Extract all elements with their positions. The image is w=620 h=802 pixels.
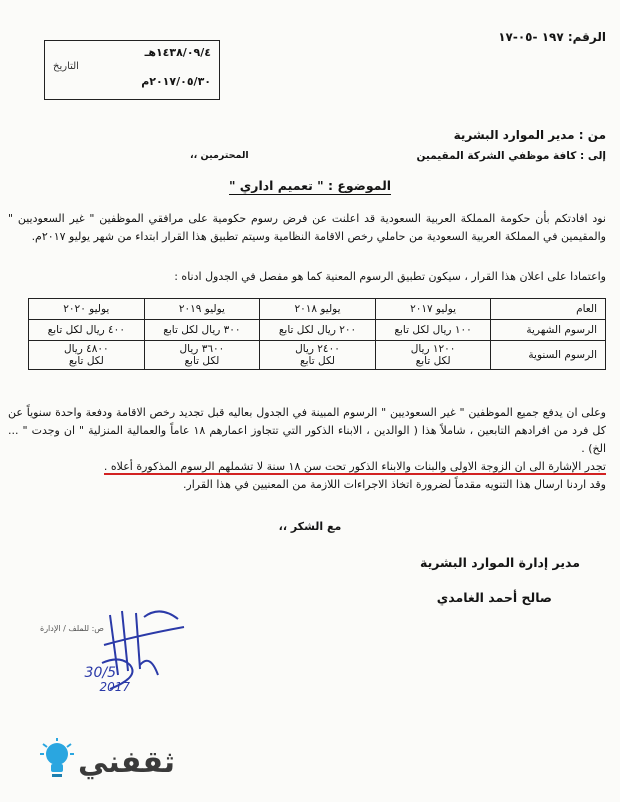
table-cell: يوليو ٢٠٢٠ [29,299,145,320]
table-cell: يوليو ٢٠١٩ [144,299,260,320]
signatory-title: مدير إدارة الموارد البشرية [420,555,580,570]
table-cell: ٣٠٠ ريال لكل تابع [144,320,260,341]
handwritten-signature [80,605,200,695]
intro-paragraph: نود افادتكم بأن حكومة المملكة العربية السعودية قد اعلنت عن فرض رسوم حكومية على مرافقي الموظفين " غير السعوديين " والمقيمين في المملكة العربية السعودية من حاملي رخص الاقامة النظامية وسيتم تطبيق هذا القرار ابتداء من شهر يوليو ٢٠١٧م. [8,212,606,243]
exemption-note: تجدر الإشارة الى ان الزوجة الاولى والبنات والابناء الذكور تحت سن ١٨ سنة لا تشملهم الرسوم المذكورة أعلاه . [103,460,606,473]
table-cell: يوليو ٢٠١٧ [375,299,491,320]
action-note: وقد اردنا ارسال هذا التنويه مقدماً لضرورة اتخاذ الاجراءات اللازمة من المعنيين في هذا القرار. [182,478,606,491]
table-row [29,341,606,370]
date-hijri: ١٤٣٨/٠٩/٤هـ [144,46,211,59]
annual-suffix: لكل تابع [415,355,451,367]
handwritten-date: 30/5 [84,665,116,681]
copy-note: ص: للملف / الإدارة [40,624,104,633]
table-cell [375,341,491,370]
table-cell [144,341,260,370]
annual-suffix: لكل تابع [184,355,220,367]
table-cell: ١٠٠ ريال لكل تابع [375,320,491,341]
table-cell: ٤٠٠ ريال لكل تابع [29,320,145,341]
annual-amount: ٢٤٠٠ ريال [295,343,340,355]
salutation: المحترمين ،، [190,150,249,161]
date-label: التاريخ [53,61,79,72]
table-row [29,320,606,341]
table-cell: الرسوم السنوية [491,341,606,370]
thanks-line: مع الشكر ،، [278,520,342,533]
annual-amount: ٤٨٠٠ ريال [63,343,109,355]
logo-text: ثقفني [78,744,176,780]
date-gregorian: ٢٠١٧/٠٥/٣٠م [141,75,211,88]
annual-suffix: لكل تابع [68,355,104,367]
payment-paragraph [8,404,606,494]
table-intro-paragraph: واعتمادا على اعلان هذا القرار ، سيكون تطبيق الرسوم المعنية كما هو مفصل في الجدول ادناه : [174,270,606,283]
from-line: من : مدير الموارد البشرية [453,128,606,142]
subject-text: الموضوع : " تعميم اداري " [228,178,392,193]
annual-amount: ٣٦٠٠ ريال [179,343,225,355]
lightbulb-icon [40,738,74,786]
subject-line [0,178,620,193]
table-cell [260,341,376,370]
watermark-logo [40,738,175,786]
reference-number: الرقم: ١٩٧ -٠٥-١٧ [498,30,606,44]
table-cell: الرسوم الشهرية [491,320,606,341]
table-row [29,299,606,320]
annual-amount: ١٢٠٠ ريال [410,343,456,355]
table-cell: العام [491,299,606,320]
fee-table [28,298,606,370]
annual-suffix: لكل تابع [300,355,335,367]
to-line: إلى : كافة موظفي الشركة المقيمين [416,150,606,162]
table-cell: يوليو ٢٠١٨ [260,299,376,320]
signatory-name: صالح أحمد الغامدي [436,590,552,605]
payment-text: وعلى ان يدفع جميع الموظفين " غير السعوديين " الرسوم المبينة في الجدول بعاليه قبل تجديد رخص الاقامة ودفعة واحدة سنوياً عن كل فرد من افرادهم التابعين ، شاملاً هذا ( الوالدين ، الابناء الذكور التي تتجاوز اعمارهم ١٨ عاماً والعمالية المنزلية " ان وجدت " ... الخ) . [8,406,606,455]
table-cell: ٢٠٠ ريال لكل تابع [260,320,376,341]
table-cell [29,341,145,370]
date-box [44,40,220,100]
handwritten-year: 2017 [99,680,130,694]
